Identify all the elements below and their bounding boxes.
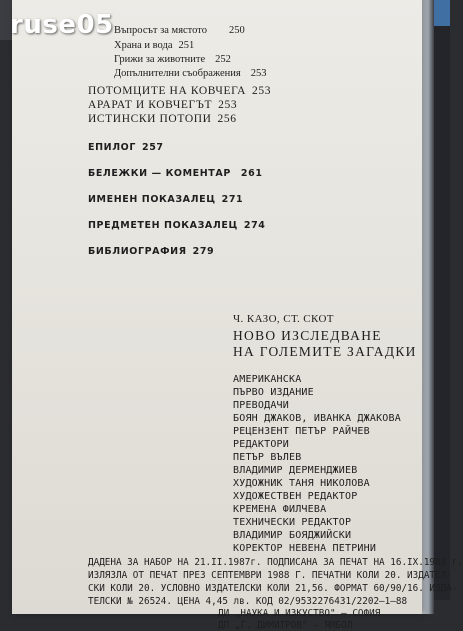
credit-line: ВЛАДИМИР БОЯДЖИЙСКИ: [233, 530, 352, 541]
credit-line: ХУДОЖЕСТВЕН РЕДАКТОР: [233, 491, 358, 502]
credit-line: КОРЕКТОР НЕВЕНА ПЕТРИНИ: [233, 543, 377, 554]
imprint-line: СКИ КОЛИ 20. УСЛОВНО ИЗДАТЕЛСКИ КОЛИ 21,56. ФОРМАТ 60/90/16. ИЗДА-: [88, 583, 458, 594]
blue-cover-edge: [434, 0, 450, 26]
credit-line: ХУДОЖНИК ТАНЯ НИКОЛОВА: [233, 478, 370, 489]
credit-line: РЕЦЕНЗЕНТ ПЕТЪР РАЙЧЕВ: [233, 426, 370, 437]
credit-line: РЕДАКТОРИ: [233, 439, 289, 450]
page-stack-edge: [420, 0, 434, 614]
toc-subentry: Грижи за животните 252: [114, 54, 231, 65]
credit-line: АМЕРИКАНСКА: [233, 374, 302, 385]
credit-line: ПЕТЪР ВЪЛЕВ: [233, 452, 302, 463]
printer-line: ДП „Г. ДИМИТРОВ" — ЯМБОЛ: [218, 620, 353, 631]
toc-main-entry: ПРЕДМЕТЕН ПОКАЗАЛЕЦ 274: [88, 220, 266, 231]
credit-line: КРЕМЕНА ФИЛЧЕВА: [233, 504, 327, 515]
book-authors: Ч. КАЗО, СТ. СКОТ: [233, 313, 334, 325]
toc-section: ИСТИНСКИ ПОТОПИ 256: [88, 113, 237, 125]
credit-line: БОЯН ДЖАКОВ, ИВАНКА ДЖАКОВА: [233, 413, 401, 424]
credit-line: ТЕХНИЧЕСКИ РЕДАКТОР: [233, 517, 352, 528]
toc-section: АРАРАТ И КОВЧЕГЪТ 253: [88, 99, 238, 111]
toc-main-entry: ИМЕНЕН ПОКАЗАЛЕЦ 271: [88, 194, 244, 205]
watermark-logo: ruse05: [10, 10, 114, 40]
credit-line: ВЛАДИМИР ДЕРМЕНДЖИЕВ: [233, 465, 358, 476]
book-page: [12, 0, 463, 631]
imprint-line: ДАДЕНА ЗА НАБОР НА 21.II.1987г. ПОДПИСАНА ЗА ПЕЧАТ НА 16.IX.1988 г.: [88, 557, 463, 568]
toc-main-entry: БИБЛИОГРАФИЯ 279: [88, 246, 215, 257]
imprint-line: ИЗЛЯЗЛА ОТ ПЕЧАТ ПРЕЗ СЕПТЕМВРИ 1988 Г. ПЕЧАТНИ КОЛИ 20. ИЗДАТЕЛ-: [88, 570, 452, 581]
toc-main-entry: БЕЛЕЖКИ — КОМЕНТАР 261: [88, 168, 263, 179]
imprint-line: ТЕЛСКИ № 26524. ЦЕНА 4,45 лв. КОД 02/9532276431/2202—1—88: [88, 596, 408, 607]
toc-subentry: Въпросът за мястото 250: [114, 25, 245, 36]
book-title-line: НА ГОЛЕМИТЕ ЗАГАДКИ: [233, 344, 417, 359]
toc-section: ПОТОМЦИТЕ НА КОВЧЕГА 253: [88, 85, 272, 97]
toc-main-entry: ЕПИЛОГ 257: [88, 142, 164, 153]
publisher-line: ДИ „НАУКА И ИЗКУСТВО" — СОФИЯ: [218, 608, 381, 619]
credit-line: ПЪРВО ИЗДАНИЕ: [233, 387, 314, 398]
credit-line: ПРЕВОДАЧИ: [233, 400, 289, 411]
toc-subentry: Допълнителни съображения 253: [114, 68, 267, 79]
book-title-line: НОВО ИЗСЛЕДВАНЕ: [233, 328, 382, 343]
toc-subentry: Храна и вода 251: [114, 40, 195, 51]
